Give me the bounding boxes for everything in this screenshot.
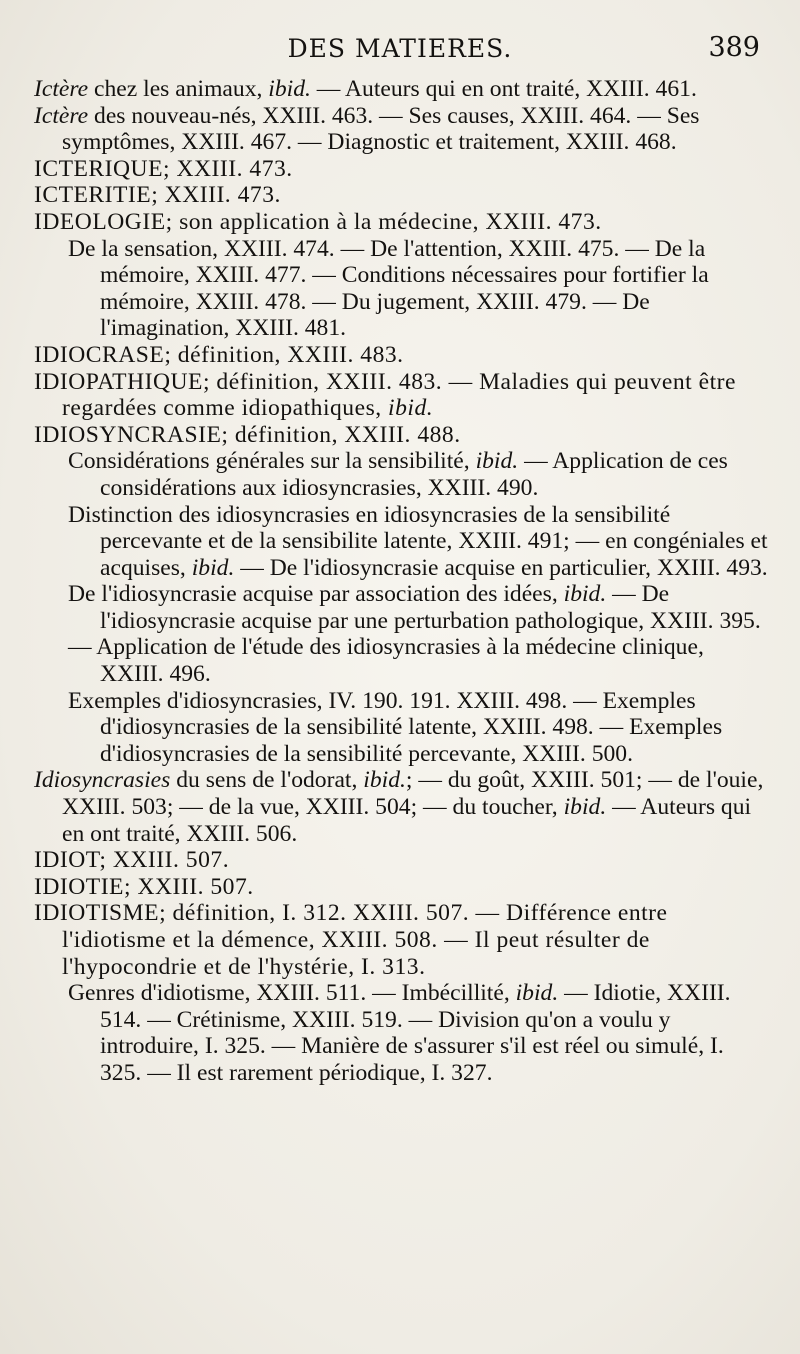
entry-text: ; XXIII. 507.	[123, 873, 254, 900]
entry-text-rest: — Auteurs qui en ont traité, XXIII. 506.	[62, 794, 752, 847]
entry-ref: ibid.	[563, 794, 607, 821]
entry-text-rest: — Application de ces considérations aux idiosyncrasies, XXIII. 490.	[100, 448, 728, 501]
entry-ref: ibid.	[363, 767, 406, 794]
entry-text-rest: — Auteurs qui en ont traité, XXIII. 461.	[310, 76, 697, 102]
entry-ref: ibid.	[515, 980, 559, 1007]
entry-text-rest: — De l'idiosyncrasie acquise en particulier, XXIII. 493.	[234, 554, 768, 581]
entry-headword: Ictère	[34, 102, 89, 129]
entry-text: — Application de l'étude des idiosyncrasies à la médecine clinique, XXIII. 496.	[68, 634, 704, 688]
entry-text: ; son application à la médecine, XXIII. 473.	[165, 208, 602, 235]
index-entry	[30, 209, 770, 236]
index-entry	[30, 103, 770, 156]
entry-text-rest: ; — du goût, XXIII. 501; — de l'ouie, XXIII. 503; — de la vue, XXIII. 504; — du toucher,	[62, 767, 764, 821]
entry-text: du sens de l'odorat,	[170, 767, 364, 794]
index-entry	[30, 767, 770, 847]
running-title: DES MATIERES.	[287, 34, 513, 63]
entry-text: ; définition, XXIII. 488.	[221, 421, 461, 448]
index-subentry	[30, 448, 770, 501]
entry-headword: ICTERITIE	[34, 182, 152, 209]
entry-text: ; XXIII. 473.	[163, 155, 293, 182]
index-entry	[30, 76, 770, 103]
index-entry	[30, 900, 770, 980]
entry-ref: ibid.	[388, 395, 434, 422]
entry-text: Considérations générales sur la sensibilité,	[68, 448, 476, 475]
index-entry	[30, 156, 770, 183]
index-subentry	[30, 502, 770, 582]
index-entry	[30, 874, 770, 901]
entry-ref: ibid.	[268, 76, 311, 102]
entry-text: De l'idiosyncrasie acquise par association des idées,	[68, 581, 564, 608]
index-subentry	[30, 980, 770, 1086]
entry-text: ; définition, I. 312. XXIII. 507. — Différence entre l'idiotisme et la démence, XXIII. 508. — Il peut résulter de l'hypocondrie et de l'hystérie, I. 313.	[62, 900, 668, 980]
entry-headword: IDIOCRASE	[34, 341, 165, 368]
entry-headword: IDIOT	[34, 847, 100, 874]
entry-headword: IDEOLOGIE	[34, 208, 166, 235]
entry-text: chez les animaux,	[88, 76, 269, 102]
index-entries	[30, 76, 770, 1087]
entry-text: De la sensation, XXIII. 474. — De l'attention, XXIII. 475. — De la mémoire, XXIII. 477. — Conditions nécessaires pour fortifier la mémoire, XXIII. 478. — Du jugement, XXIII. 479. — De l'imagination, XXIII. 481.	[68, 235, 709, 342]
index-entry	[30, 342, 770, 369]
entry-headword: Idiosyncrasies	[34, 767, 171, 794]
entry-text: Distinction des idiosyncrasies en idiosyncrasies de la sensibilité percevante et de la sensibilite latente, XXIII. 491; — en congéniales et acquises,	[68, 501, 768, 581]
entry-headword: IDIOSYNCRASIE	[34, 421, 222, 448]
index-entry	[30, 847, 770, 874]
entry-text: ; XXIII. 473.	[151, 182, 281, 209]
entry-text-rest: — Idiotie, XXIII. 514. — Crétinisme, XXIII. 519. — Division qu'on a voulu y introduire, I. 325. — Manière de s'assurer s'il est réel ou simulé, I. 325. — Il est rarement périodique, I. 327.	[100, 980, 731, 1086]
entry-headword: IDIOPATHIQUE	[34, 368, 203, 395]
entry-text-rest: — De l'idiosyncrasie acquise par une perturbation pathologique, XXIII. 395.	[100, 581, 761, 634]
index-subentry	[30, 581, 770, 634]
index-entry	[30, 422, 770, 449]
entry-ref: ibid.	[191, 554, 235, 581]
entry-headword: Ictère	[34, 76, 89, 102]
page-header	[40, 30, 760, 70]
entry-headword: ICTERIQUE	[34, 155, 164, 182]
entry-ref: ibid.	[475, 448, 519, 475]
index-subentry	[30, 236, 770, 342]
index-entry	[30, 182, 770, 209]
entry-text: Genres d'idiotisme, XXIII. 511. — Imbécillité,	[68, 980, 516, 1007]
entry-headword: IDIOTIE	[34, 873, 124, 900]
entry-text: Exemples d'idiosyncrasies, IV. 190. 191. XXIII. 498. — Exemples d'idiosyncrasies de la sensibilité latente, XXIII. 498. — Exemples d'idiosyncrasies de la sensibilité percevante, XXIII. 500.	[68, 687, 723, 767]
entry-headword: IDIOTISME	[34, 900, 160, 927]
index-subentry	[30, 688, 770, 768]
index-entry	[30, 369, 770, 422]
index-subentry	[30, 634, 770, 687]
entry-text: des nouveau-nés, XXIII. 463. — Ses causes, XXIII. 464. — Ses symptômes, XXIII. 467. — Diagnostic et traitement, XXIII. 468.	[62, 102, 700, 156]
entry-ref: ibid.	[563, 581, 607, 608]
page-number: 389	[708, 32, 760, 63]
entry-text: ; XXIII. 507.	[99, 847, 230, 874]
entry-text: ; définition, XXIII. 483. — Maladies qui peuvent être regardées comme idiopathiques,	[62, 368, 736, 422]
entry-text: ; définition, XXIII. 483.	[164, 341, 404, 368]
